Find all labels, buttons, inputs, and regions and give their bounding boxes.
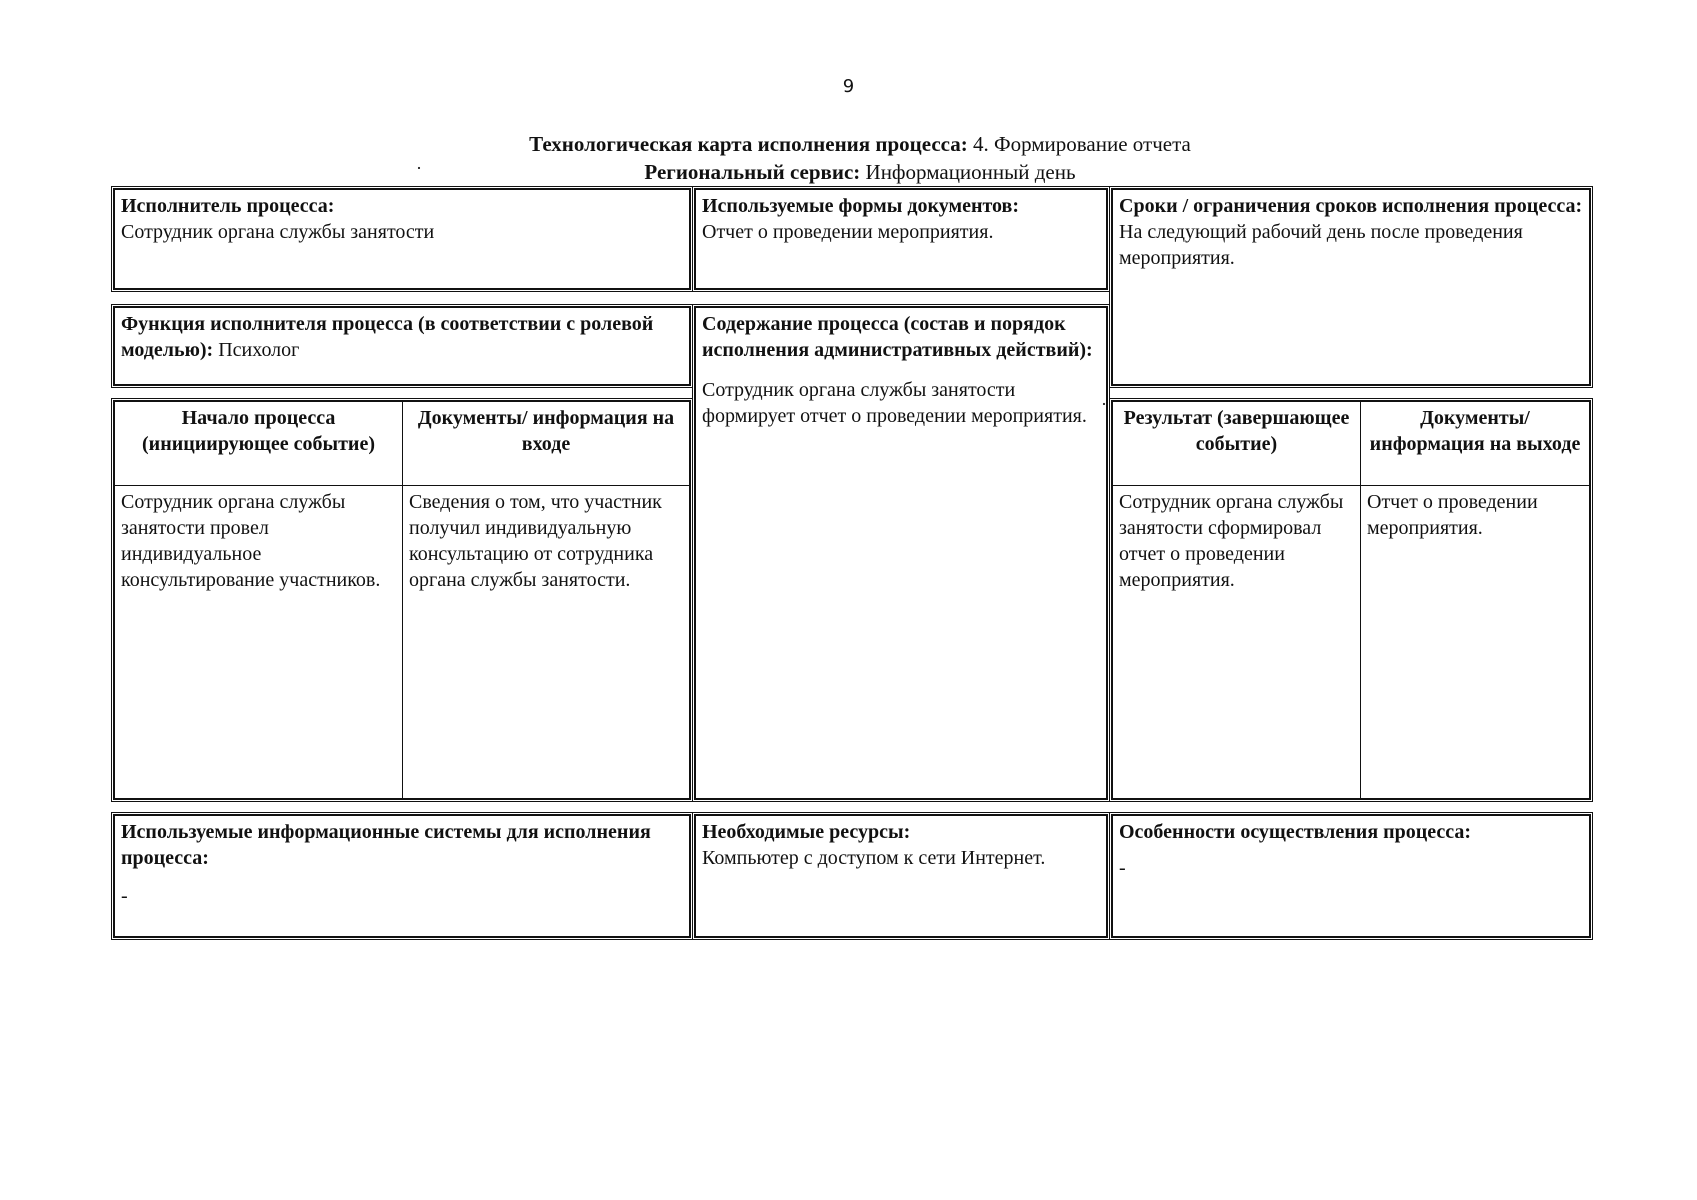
- function-value: Психолог: [218, 339, 300, 361]
- features-box: [1111, 814, 1591, 938]
- result-header-event: Результат (завершающее событие): [1113, 402, 1361, 486]
- deadlines-box: [1111, 188, 1591, 386]
- features-value: -: [1119, 857, 1126, 879]
- page-number: 9: [842, 76, 855, 97]
- title-label: Технологическая карта исполнения процесса:: [529, 132, 968, 156]
- start-table: [113, 400, 691, 800]
- function-box: [113, 306, 691, 386]
- start-header-docs: Документы/ информация на входе: [403, 402, 689, 486]
- document-title: [0, 132, 1697, 157]
- result-cell-event: Сотрудник органа службы занятости сформировал отчет о проведении мероприятия.: [1113, 486, 1361, 798]
- deadlines-value: На следующий рабочий день после проведения мероприятия.: [1119, 221, 1523, 269]
- start-cell-event: Сотрудник органа службы занятости провел индивидуальное консультирование участников.: [115, 486, 403, 798]
- content-box: [694, 306, 1108, 800]
- resources-label: Необходимые ресурсы:: [702, 821, 911, 843]
- info-systems-value: -: [121, 885, 128, 907]
- executor-box: [113, 188, 691, 290]
- resources-value: Компьютер с доступом к сети Интернет.: [702, 847, 1046, 869]
- executor-value: Сотрудник органа службы занятости: [121, 221, 435, 243]
- scan-speck: ·: [1101, 394, 1107, 414]
- forms-box: [694, 188, 1108, 290]
- result-table: [1111, 400, 1591, 800]
- function-label: Функция исполнителя процесса (в соответствии с ролевой моделью):: [121, 313, 654, 361]
- info-systems-box: [113, 814, 691, 938]
- executor-label: Исполнитель процесса:: [121, 195, 335, 217]
- service-line: [0, 160, 1697, 185]
- service-label: Региональный сервис:: [644, 160, 861, 184]
- content-label: Содержание процесса (состав и порядок исполнения административных действий):: [702, 313, 1093, 361]
- start-cell-docs: Сведения о том, что участник получил индивидуальную консультацию от сотрудника органа службы занятости.: [409, 491, 662, 591]
- forms-value: Отчет о проведении мероприятия.: [702, 221, 994, 243]
- title-value: 4. Формирование отчета: [972, 132, 1191, 156]
- content-value: Сотрудник органа службы занятости формирует отчет о проведении мероприятия.: [702, 379, 1087, 427]
- result-header-docs: Документы/ информация на выходе: [1361, 402, 1589, 486]
- result-cell-docs: Отчет о проведении мероприятия.: [1367, 491, 1538, 539]
- scan-speck: ·: [416, 158, 422, 178]
- resources-box: [694, 814, 1108, 938]
- features-label: Особенности осуществления процесса:: [1119, 821, 1472, 843]
- forms-label: Используемые формы документов:: [702, 195, 1020, 217]
- info-systems-label: Используемые информационные системы для исполнения процесса:: [121, 821, 651, 869]
- start-header-event: Начало процесса (инициирующее событие): [115, 402, 403, 486]
- service-value: Информационный день: [865, 160, 1076, 184]
- deadlines-label: Сроки / ограничения сроков исполнения процесса:: [1119, 195, 1583, 217]
